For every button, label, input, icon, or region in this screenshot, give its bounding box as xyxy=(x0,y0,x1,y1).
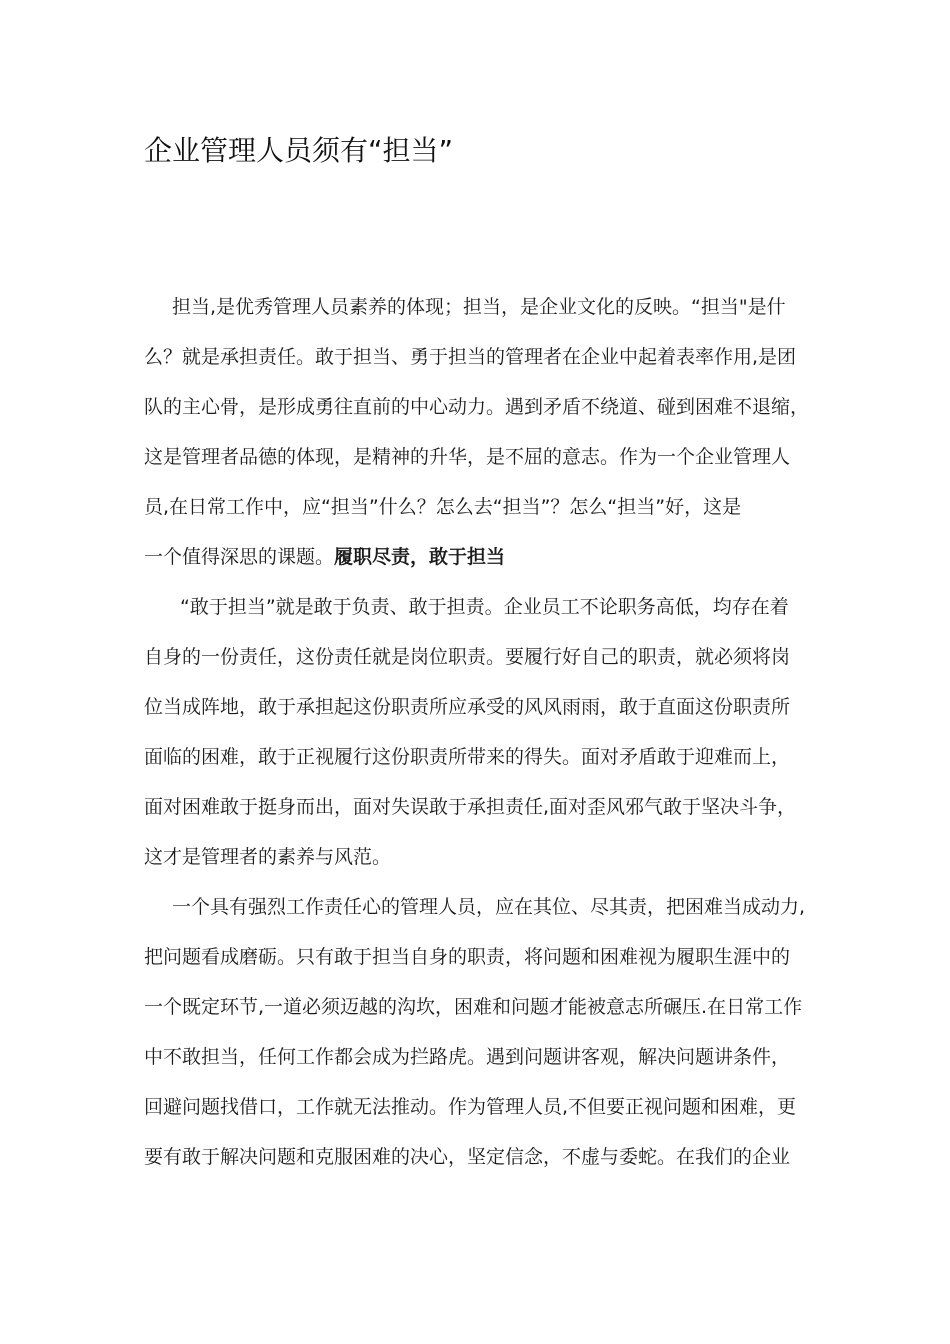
paragraph-line: 一个值得深思的课题。 xyxy=(144,546,335,568)
paragraph-line: 位当成阵地，敢于承担起这份职责所应承受的风风雨雨，敢于直面这份职责所 xyxy=(144,696,791,718)
paragraph-line: 回避问题找借口，工作就无法推动。作为管理人员,不但要正视问题和困难，更 xyxy=(144,1096,797,1118)
paragraph-line: 自身的一份责任，这份责任就是岗位职责。要履行好自己的职责，就必须将岗 xyxy=(144,646,791,668)
paragraph-3 xyxy=(144,882,808,1182)
paragraph-line: 员,在日常工作中，应“担当”什么？怎么去“担当”？怎么“担当”好，这是 xyxy=(144,496,742,518)
paragraph-line: “敢于担当”就是敢于负责、敢于担责。企业员工不论职务高低，均存在着 xyxy=(180,596,789,618)
paragraph-line: 面临的困难，敢于正视履行这份职责所带来的得失。面对矛盾敢于迎难而上， xyxy=(144,746,791,768)
paragraph-line: 么？就是承担责任。敢于担当、勇于担当的管理者在企业中起着表率作用,是团 xyxy=(144,346,797,368)
paragraph-line-with-heading xyxy=(144,532,808,582)
paragraph-line: 这是管理者品德的体现，是精神的升华，是不屈的意志。作为一个企业管理人 xyxy=(144,446,791,468)
paragraph-line: 一个具有强烈工作责任心的管理人员，应在其位、尽其责，把困难当成动力, xyxy=(172,896,806,918)
paragraph-line: 面对困难敢于挺身而出，面对失误敢于承担责任,面对歪风邪气敢于坚决斗争， xyxy=(144,796,797,818)
paragraph-1 xyxy=(144,282,808,582)
paragraph-line: 这才是管理者的素养与风范。 xyxy=(144,846,392,868)
document-body xyxy=(144,282,808,1182)
paragraph-line: 一个既定环节,一道必须迈越的沟坎，困难和问题才能被意志所碾压.在日常工作 xyxy=(144,996,803,1018)
paragraph-line: 要有敢于解决问题和克服困难的决心，坚定信念，不虚与委蛇。在我们的企业 xyxy=(144,1146,791,1168)
section-heading: 履职尽责，敢于担当 xyxy=(334,546,506,568)
paragraph-line: 队的主心骨，是形成勇往直前的中心动力。遇到矛盾不绕道、碰到困难不退缩， xyxy=(144,396,810,418)
paragraph-line: 把问题看成磨砺。只有敢于担当自身的职责，将问题和困难视为履职生涯中的 xyxy=(144,946,791,968)
document-title: 企业管理人员须有“担当” xyxy=(144,134,454,167)
paragraph-line: 担当,是优秀管理人员素养的体现；担当，是企业文化的反映。“担当"是什 xyxy=(172,296,786,318)
paragraph-line: 中不敢担当，任何工作都会成为拦路虎。遇到问题讲客观，解决问题讲条件， xyxy=(144,1046,791,1068)
paragraph-2 xyxy=(144,582,808,882)
